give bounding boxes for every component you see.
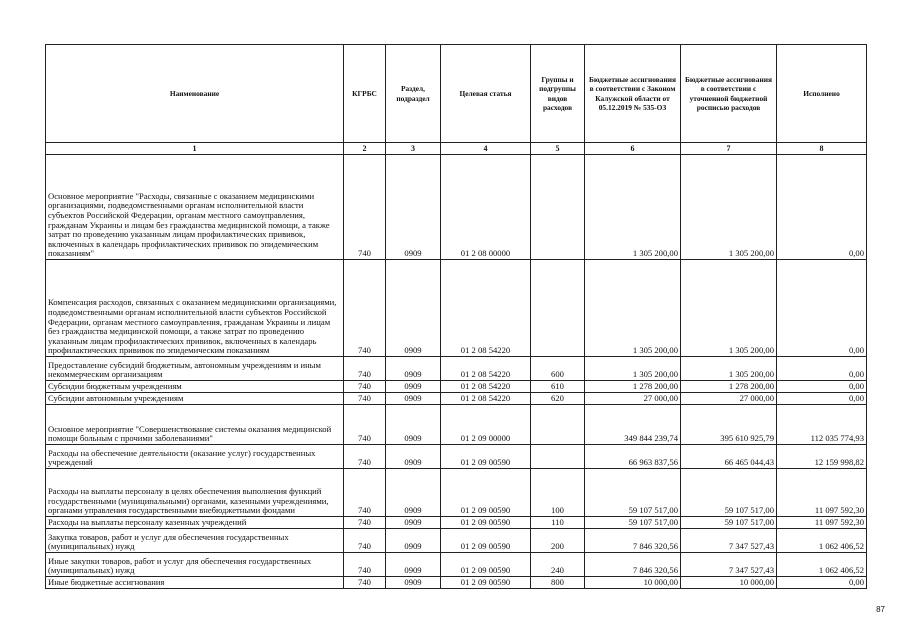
- row-refined: 7 347 527,43: [681, 553, 777, 577]
- row-law: 10 000,00: [585, 577, 681, 589]
- row-section: 0909: [386, 469, 441, 517]
- row-executed: 11 097 592,30: [777, 469, 867, 517]
- row-target: 01 2 09 00590: [441, 553, 531, 577]
- row-target: 01 2 09 00000: [441, 405, 531, 445]
- row-refined: 10 000,00: [681, 577, 777, 589]
- row-name: Предоставление субсидий бюджетным, автономным учреждениям и иным некоммерческим организациям: [46, 357, 344, 381]
- column-number: 3: [386, 143, 441, 155]
- row-section: 0909: [386, 577, 441, 589]
- row-group: [531, 260, 585, 357]
- row-target: 01 2 08 54220: [441, 393, 531, 405]
- budget-table: [45, 44, 867, 589]
- row-group: [531, 155, 585, 260]
- row-executed: 0,00: [777, 260, 867, 357]
- row-refined: 1 305 200,00: [681, 357, 777, 381]
- row-target: 01 2 09 00590: [441, 469, 531, 517]
- row-group: [531, 405, 585, 445]
- header-refined: Бюджетные ассигнования в соответствии с уточненной бюджетной росписью расходов: [681, 45, 777, 143]
- table-row: [46, 155, 867, 260]
- row-executed: 0,00: [777, 381, 867, 393]
- row-executed: 12 159 998,82: [777, 445, 867, 469]
- row-refined: 395 610 925,79: [681, 405, 777, 445]
- row-law: 59 107 517,00: [585, 469, 681, 517]
- row-target: 01 2 08 54220: [441, 260, 531, 357]
- row-kgrbs: 740: [344, 260, 386, 357]
- row-group: [531, 445, 585, 469]
- header-law: Бюджетные ассигнования в соответствии с Законом Калужской области от 05.12.2019 № 535-ОЗ: [585, 45, 681, 143]
- row-name: Компенсация расходов, связанных с оказанием медицинскими организациями, подведомственными органам исполнительной власти субъектов Российской Федерации, органам местного самоуправления, гражданам Украины и лицам без гражданства медицинской помощи, а также затрат по проведению указанным лицам профилактических прививок, включенных в календарь профилактических прививок по эпидемическим показаниям: [46, 260, 344, 357]
- row-group: 110: [531, 517, 585, 529]
- row-refined: 27 000,00: [681, 393, 777, 405]
- column-number: 1: [46, 143, 344, 155]
- row-executed: 112 035 774,93: [777, 405, 867, 445]
- row-executed: 0,00: [777, 577, 867, 589]
- row-section: 0909: [386, 445, 441, 469]
- table-row: [46, 393, 867, 405]
- table-row: [46, 517, 867, 529]
- row-target: 01 2 09 00590: [441, 445, 531, 469]
- row-name: Субсидии бюджетным учреждениям: [46, 381, 344, 393]
- row-target: 01 2 08 54220: [441, 381, 531, 393]
- row-executed: 1 062 406,52: [777, 553, 867, 577]
- row-group: 200: [531, 529, 585, 553]
- table-row: [46, 529, 867, 553]
- table-row: [46, 445, 867, 469]
- row-name: Иные бюджетные ассигнования: [46, 577, 344, 589]
- row-section: 0909: [386, 155, 441, 260]
- page-number: 87: [876, 605, 885, 614]
- row-law: 349 844 239,74: [585, 405, 681, 445]
- row-section: 0909: [386, 517, 441, 529]
- row-law: 1 305 200,00: [585, 357, 681, 381]
- row-kgrbs: 740: [344, 155, 386, 260]
- row-target: 01 2 09 00590: [441, 529, 531, 553]
- table-row: [46, 260, 867, 357]
- row-section: 0909: [386, 553, 441, 577]
- header-name: Наименование: [46, 45, 344, 143]
- row-kgrbs: 740: [344, 357, 386, 381]
- row-group: 800: [531, 577, 585, 589]
- column-number: 6: [585, 143, 681, 155]
- row-law: 66 963 837,56: [585, 445, 681, 469]
- column-number: 4: [441, 143, 531, 155]
- row-group: 620: [531, 393, 585, 405]
- row-name: Основное мероприятие "Совершенствование системы оказания медицинской помощи больным с прочими заболеваниями": [46, 405, 344, 445]
- row-executed: 0,00: [777, 393, 867, 405]
- row-executed: 1 062 406,52: [777, 529, 867, 553]
- row-law: 27 000,00: [585, 393, 681, 405]
- row-refined: 7 347 527,43: [681, 529, 777, 553]
- row-target: 01 2 08 00000: [441, 155, 531, 260]
- header-section: Раздел, подраздел: [386, 45, 441, 143]
- row-name: Закупка товаров, работ и услуг для обеспечения государственных (муниципальных) нужд: [46, 529, 344, 553]
- row-section: 0909: [386, 529, 441, 553]
- table-row: [46, 381, 867, 393]
- row-name: Расходы на обеспечение деятельности (оказание услуг) государственных учреждений: [46, 445, 344, 469]
- table-row: [46, 469, 867, 517]
- row-kgrbs: 740: [344, 381, 386, 393]
- column-number: 7: [681, 143, 777, 155]
- row-name: Основное мероприятие "Расходы, связанные с оказанием медицинскими организациями, подведомственными органам исполнительной власти субъектов Российской Федерации, органам местного самоуправления, гражданам Украины и лицам без гражданства медицинской помощи, а также затрат по проведению указанным лицам профилактических прививок, включенных в календарь профилактических прививок по эпидемическим показаниям": [46, 155, 344, 260]
- table-row: [46, 553, 867, 577]
- row-name: Субсидии автономным учреждениям: [46, 393, 344, 405]
- row-group: 600: [531, 357, 585, 381]
- row-kgrbs: 740: [344, 553, 386, 577]
- row-section: 0909: [386, 357, 441, 381]
- table-row: [46, 357, 867, 381]
- header-target: Целевая статья: [441, 45, 531, 143]
- row-law: 59 107 517,00: [585, 517, 681, 529]
- row-target: 01 2 09 00590: [441, 577, 531, 589]
- row-target: 01 2 08 54220: [441, 357, 531, 381]
- row-kgrbs: 740: [344, 469, 386, 517]
- table-row: [46, 577, 867, 589]
- row-law: 7 846 320,56: [585, 529, 681, 553]
- column-number: 8: [777, 143, 867, 155]
- row-law: 1 278 200,00: [585, 381, 681, 393]
- row-section: 0909: [386, 405, 441, 445]
- row-section: 0909: [386, 260, 441, 357]
- row-kgrbs: 740: [344, 577, 386, 589]
- row-law: 1 305 200,00: [585, 260, 681, 357]
- row-kgrbs: 740: [344, 445, 386, 469]
- row-group: 100: [531, 469, 585, 517]
- row-kgrbs: 740: [344, 529, 386, 553]
- row-executed: 0,00: [777, 357, 867, 381]
- row-refined: 1 305 200,00: [681, 260, 777, 357]
- header-group: Группы и подгруппы видов расходов: [531, 45, 585, 143]
- row-refined: 66 465 044,43: [681, 445, 777, 469]
- row-name: Расходы на выплаты персоналу казенных учреждений: [46, 517, 344, 529]
- row-name: Расходы на выплаты персоналу в целях обеспечения выполнения функций государственными (муниципальными) органами, казенными учреждениями, органами управления государственными внебюджетными фондами: [46, 469, 344, 517]
- row-refined: 1 278 200,00: [681, 381, 777, 393]
- header-kgrbs: КГРБС: [344, 45, 386, 143]
- row-name: Иные закупки товаров, работ и услуг для обеспечения государственных (муниципальных) нужд: [46, 553, 344, 577]
- row-law: 1 305 200,00: [585, 155, 681, 260]
- row-kgrbs: 740: [344, 517, 386, 529]
- column-number: 2: [344, 143, 386, 155]
- row-kgrbs: 740: [344, 405, 386, 445]
- row-executed: 0,00: [777, 155, 867, 260]
- table-row: [46, 405, 867, 445]
- row-section: 0909: [386, 393, 441, 405]
- header-executed: Исполнено: [777, 45, 867, 143]
- row-refined: 1 305 200,00: [681, 155, 777, 260]
- row-law: 7 846 320,56: [585, 553, 681, 577]
- row-refined: 59 107 517,00: [681, 469, 777, 517]
- row-target: 01 2 09 00590: [441, 517, 531, 529]
- row-refined: 59 107 517,00: [681, 517, 777, 529]
- row-executed: 11 097 592,30: [777, 517, 867, 529]
- row-section: 0909: [386, 381, 441, 393]
- row-group: 240: [531, 553, 585, 577]
- row-kgrbs: 740: [344, 393, 386, 405]
- row-group: 610: [531, 381, 585, 393]
- column-number: 5: [531, 143, 585, 155]
